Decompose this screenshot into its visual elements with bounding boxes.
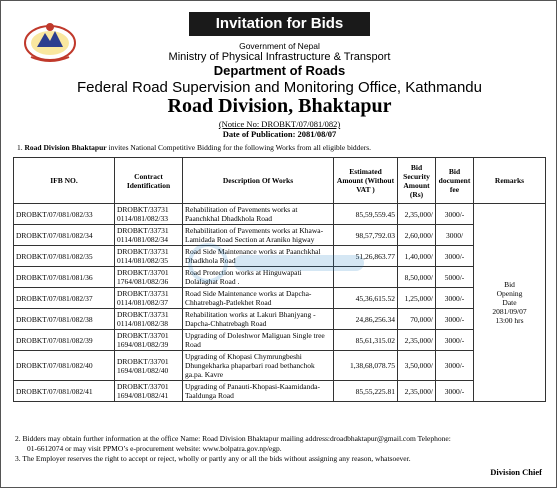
note-2-text: Bidders may obtain further information at the office Name: Road Division Bhaktapur mailing address:droadbhaktapur@gmail.com Telephone: [22, 434, 451, 443]
header-remarks: Remarks [474, 158, 546, 204]
intro-bold: Road Division Bhaktapur [24, 143, 107, 152]
table-row [14, 204, 546, 225]
header-fee: Bid document fee [436, 158, 474, 204]
cell-amount: 98,57,792.03 [334, 225, 398, 246]
cell-fee: 3000/- [436, 330, 474, 351]
cell-description: Rehabilitation works at Lakuri Bhanjyang -Dapcha-Chhatrebagh Road [183, 309, 334, 330]
header-description: Description Of Works [183, 158, 334, 204]
cell-description: Upgrading of Doleshwor Maliguan Single tree Road [183, 330, 334, 351]
office-line: Federal Road Supervision and Monitoring Office, Kathmandu [77, 79, 482, 96]
intro-number: 1. [17, 143, 23, 152]
cell-ifb: DROBKT/07/081/081/36 [14, 267, 115, 288]
note-3 [15, 454, 547, 464]
cell-description: Upgrading of Panauti-Khopasi-Kaamidanda-Taaldunga Road [183, 381, 334, 402]
cell-fee: 3000/- [436, 381, 474, 402]
publication-date: Date of Publication: 2081/08/07 [222, 129, 337, 139]
cell-fee: 3000/- [436, 351, 474, 381]
title-banner: Invitation for Bids [189, 12, 370, 36]
cell-contract: DROBKT/33731 0114/081/082/38 [115, 309, 183, 330]
cell-contract: DROBKT/33731 0114/081/082/35 [115, 246, 183, 267]
cell-security: 2,35,000/ [398, 330, 436, 351]
cell-ifb: DROBKT/07/081/082/39 [14, 330, 115, 351]
cell-contract: DROBKT/33731 0114/081/082/34 [115, 225, 183, 246]
cell-description: Upgrading of Khopasi Chymrungbeshi Dhungekharka phaparbari road bethanchok ga.pa. Kavre [183, 351, 334, 381]
department-line: Department of Roads [213, 63, 346, 78]
notice-number: (Notice No: DROBKT/07/081/082) [218, 119, 341, 129]
cell-ifb: DROBKT/07/081/082/33 [14, 204, 115, 225]
cell-fee: 3000/- [436, 246, 474, 267]
cell-contract: DROBKT/33701 1764/081/082/36 [115, 267, 183, 288]
table-row [14, 288, 546, 309]
remarks-line: Bid [504, 280, 515, 289]
cell-amount: 45,36,615.52 [334, 288, 398, 309]
cell-contract: DROBKT/33701 1694/081/082/39 [115, 330, 183, 351]
cell-amount: 1,38,68,078.75 [334, 351, 398, 381]
remarks-line: Date [502, 298, 517, 307]
cell-description: Rehabilitation of Pavements works at Paanchkhal Dhadkhola Road [183, 204, 334, 225]
cell-amount: 85,59,559.45 [334, 204, 398, 225]
government-line: Government of Nepal [239, 41, 320, 51]
table-row [14, 330, 546, 351]
remarks-line: 2081/09/07 [492, 307, 527, 316]
table-row [14, 309, 546, 330]
cell-security: 1,25,000/ [398, 288, 436, 309]
remarks-line: 13:00 hrs [495, 316, 524, 325]
cell-security: 2,35,000/ [398, 204, 436, 225]
cell-security: 3,50,000/ [398, 351, 436, 381]
cell-fee: 3000/- [436, 309, 474, 330]
watermark-logo [186, 241, 376, 285]
table-row [14, 351, 546, 381]
cell-contract: DROBKT/33701 1694/081/082/41 [115, 381, 183, 402]
table-header-row [14, 158, 546, 204]
note-2-number: 2. [15, 434, 21, 443]
cell-amount: 24,86,256.34 [334, 309, 398, 330]
cell-description: Rehabilitation of Pavements works at Khawa- Lamidada Road Section at Araniko higway [183, 225, 334, 246]
header-amount: Estimated Amount (Without VAT ) [334, 158, 398, 204]
cell-security: 2,60,000/ [398, 225, 436, 246]
header-ifb: IFB NO. [14, 158, 115, 204]
header-contract: Contract Identification [115, 158, 183, 204]
cell-fee: 3000/- [436, 204, 474, 225]
cell-description: Road Side Maintenance works at Paanchkhal Dhadkhola Road [183, 246, 334, 267]
cell-amount: 51,26,863.77 [334, 246, 398, 267]
cell-contract: DROBKT/33701 1694/081/082/40 [115, 351, 183, 381]
remarks-line: Opening [496, 289, 523, 298]
cell-fee: 5000/- [436, 267, 474, 288]
cell-contract: DROBKT/33731 0114/081/082/33 [115, 204, 183, 225]
note-3-number: 3. [15, 454, 21, 463]
table-row [14, 381, 546, 402]
cell-amount: 85,61,315.02 [334, 330, 398, 351]
cell-ifb: DROBKT/07/081/082/41 [14, 381, 115, 402]
cell-ifb: DROBKT/07/081/082/38 [14, 309, 115, 330]
note-2-line1 [15, 434, 547, 444]
cell-amount: 85,55,225.81 [334, 381, 398, 402]
cell-ifb: DROBKT/07/081/082/35 [14, 246, 115, 267]
note-2-line2: 01-6612074 or may visit PPMO’s e-procurement website: www.bolpatra.gov.np/egp. [27, 444, 282, 453]
cell-security: 70,000/ [398, 309, 436, 330]
cell-remarks [474, 204, 546, 402]
cell-security: 1,40,000/ [398, 246, 436, 267]
cell-security: 8,50,000/ [398, 267, 436, 288]
header-security: Bid Security Amount (Rs) [398, 158, 436, 204]
cell-ifb: DROBKT/07/081/082/40 [14, 351, 115, 381]
cell-contract: DROBKT/33731 0114/081/082/37 [115, 288, 183, 309]
cell-security: 2,35,000/ [398, 381, 436, 402]
notes [15, 434, 547, 464]
cell-description: Road Side Maintenance works at Dapcha-Chhatrebagh-Patlekhet Road [183, 288, 334, 309]
intro-paragraph [17, 143, 371, 152]
cell-fee: 3000/- [436, 288, 474, 309]
intro-text: invites National Competitive Bidding for the following Works from all eligible bidders. [106, 143, 372, 152]
note-3-text: The Employer reserves the right to accept or reject, wholly or partly any or all the bids without assigning any reason, whatsoever. [22, 454, 411, 463]
signature-title: Division Chief [490, 467, 542, 477]
cell-ifb: DROBKT/07/081/082/37 [14, 288, 115, 309]
division-title: Road Division, Bhaktapur [167, 95, 392, 117]
cell-description: Road Protection works at Hinguwapati Dolalaghat Road . [183, 267, 334, 288]
ministry-line: Ministry of Physical Infrastructure & Transport [168, 51, 391, 63]
cell-ifb: DROBKT/07/081/082/34 [14, 225, 115, 246]
cell-fee: 3000/ [436, 225, 474, 246]
